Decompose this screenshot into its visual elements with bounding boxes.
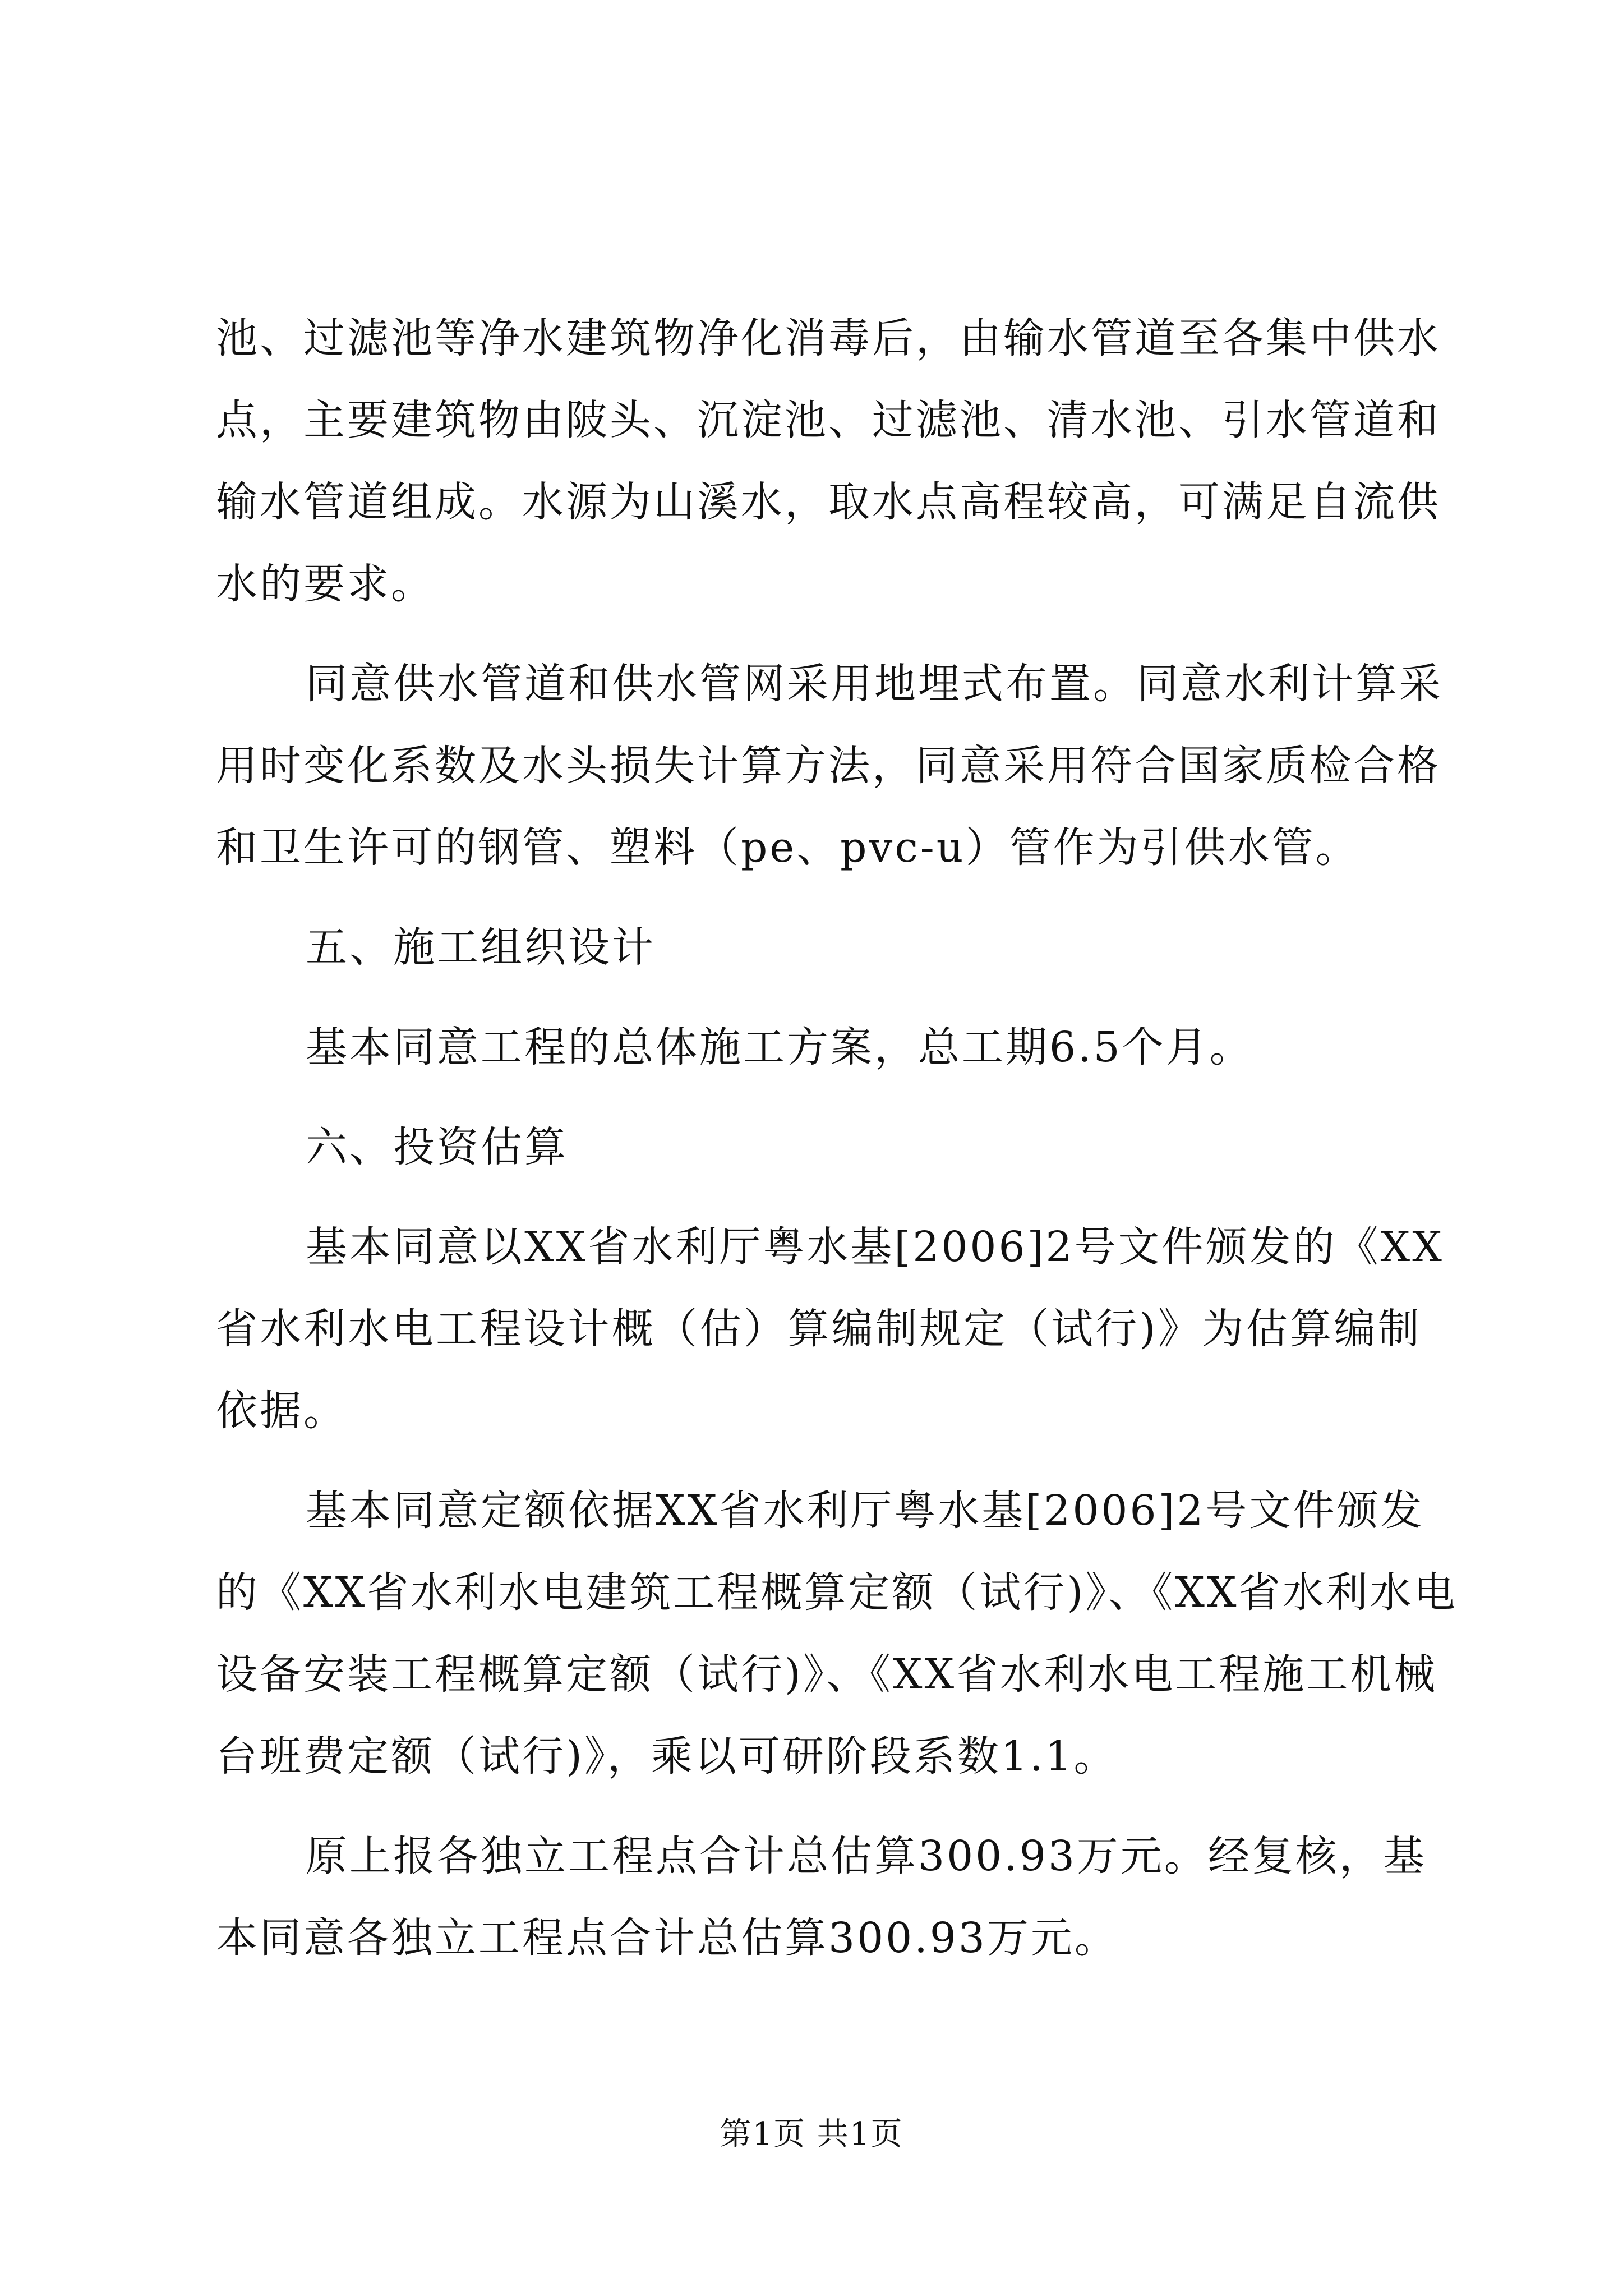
text-line: 依据。: [216, 1387, 347, 1435]
page-footer: 第1页 共1页: [720, 2116, 903, 2152]
text-line: 池、过滤池等净水建筑物净化消毒后，由输水管道至各集中供水: [216, 314, 1441, 362]
text-line: 省水利水电工程设计概（估）算编制规定（试行)》为估算编制: [216, 1305, 1422, 1353]
text-line: 点，主要建筑物由陂头、沉淀池、过滤池、清水池、引水管道和: [216, 396, 1441, 444]
text-line: 本同意各独立工程点合计总估算300.93万元。: [216, 1914, 1118, 1962]
paragraph: [216, 1815, 1427, 1979]
document-body: [216, 297, 1458, 1979]
section-heading: [216, 1106, 1422, 1188]
text-line: 基本同意定额依据XX省水利厅粤水基[2006]2号文件颁发: [306, 1487, 1424, 1535]
text-line: 原上报各独立工程点合计总估算300.93万元。经复核，基: [306, 1832, 1427, 1880]
text-line: 水的要求。: [216, 560, 435, 608]
paragraph: [216, 1470, 1458, 1797]
text-line: 基本同意工程的总体施工方案，总工期6.5个月。: [306, 1023, 1253, 1071]
text-line: 台班费定额（试行)》，乘以可研阶段系数1.1。: [216, 1732, 1118, 1780]
text-line: 五、施工组织设计: [306, 923, 656, 972]
paragraph: [216, 643, 1443, 889]
text-line: 和卫生许可的钢管、塑料（pe、pvc-u）管作为引供水管。: [216, 823, 1359, 872]
paragraph: [216, 297, 1441, 625]
section-heading: [216, 907, 1422, 988]
paragraph: [216, 1006, 1422, 1088]
text-line: 同意供水管道和供水管网采用地埋式布置。同意水利计算采: [306, 660, 1443, 708]
text-line: 的《XX省水利水电建筑工程概算定额（试行)》、《XX省水利水电: [216, 1568, 1458, 1617]
text-line: 用时变化系数及水头损失计算方法，同意采用符合国家质检合格: [216, 742, 1441, 790]
text-line: 基本同意以XX省水利厅粤水基[2006]2号文件颁发的《XX: [306, 1223, 1444, 1271]
text-line: 六、投资估算: [306, 1123, 568, 1171]
paragraph: [216, 1206, 1444, 1452]
text-line: 设备安装工程概算定额（试行)》、《XX省水利水电工程施工机械: [216, 1650, 1438, 1699]
text-line: 输水管道组成。水源为山溪水，取水点高程较高，可满足自流供: [216, 478, 1441, 526]
